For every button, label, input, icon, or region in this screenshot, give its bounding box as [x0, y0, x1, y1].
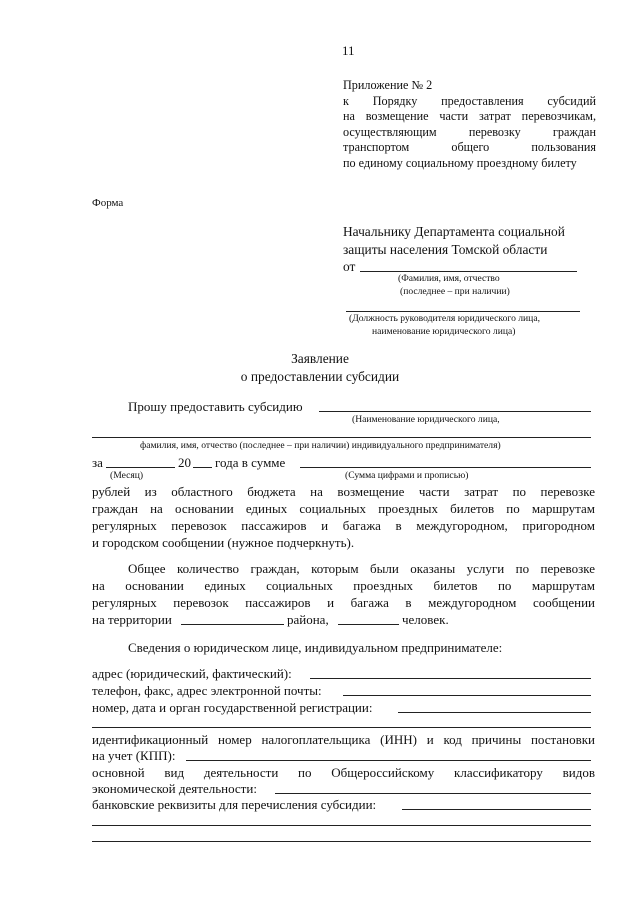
hint-fio-entrepreneur: фамилия, имя, отчество (последнее – при наличии) индивидуального предпринимателя): [140, 440, 501, 451]
body-line: граждан на основании единых социальных проездных билетов по маршрутам: [92, 501, 595, 516]
registration-label: номер, дата и орган государственной регистрации:: [92, 700, 373, 715]
page-number: 11: [342, 43, 355, 58]
inn-label: идентификационный номер налогоплательщика (ИНН) и код причины постановки: [92, 732, 595, 747]
year-field[interactable]: [193, 467, 212, 468]
entity-name-field[interactable]: [319, 411, 591, 412]
sum-field[interactable]: [300, 467, 591, 468]
territory-field[interactable]: [181, 624, 284, 625]
position-field[interactable]: [346, 311, 580, 312]
count-line: на основании единых социальных проездных билетов по маршрутам: [92, 578, 595, 593]
hint-month: (Месяц): [110, 470, 144, 481]
registration-field[interactable]: [398, 712, 591, 713]
year-suffix: года в сумме: [215, 455, 286, 470]
document-title: Заявление: [291, 351, 349, 366]
district-label: района,: [287, 612, 329, 627]
hint-position-2: наименование юридического лица): [372, 326, 516, 337]
appendix-line: осуществляющим перевозку граждан: [343, 124, 596, 139]
appendix-line: на возмещение части затрат перевозчикам,: [343, 109, 596, 124]
phone-label: телефон, факс, адрес электронной почты:: [92, 683, 322, 698]
info-heading: Сведения о юридическом лице, индивидуальном предпринимателе:: [128, 640, 503, 655]
bank-label: банковские реквизиты для перечисления субсидии:: [92, 797, 377, 812]
year-prefix: 20: [178, 455, 191, 470]
addressee-line-1: Начальнику Департамента социальной: [343, 224, 565, 239]
count-line: регулярных перевозок пассажиров и багажа в междугородном сообщении: [92, 595, 595, 610]
body-line: рублей из областного бюджета на возмещение части затрат по перевозке: [92, 484, 595, 499]
okved-label: основной вид деятельности по Общероссийскому классификатору видов: [92, 765, 595, 780]
appendix-line: по единому социальному проездному билету: [343, 155, 577, 170]
addressee-line-2: защиты населения Томской области: [343, 242, 548, 257]
territory-label: на территории: [92, 612, 172, 627]
okved-field[interactable]: [275, 793, 591, 794]
okved-label-2: экономической деятельности:: [92, 781, 257, 796]
appendix-line: к Порядку предоставления субсидий: [343, 94, 596, 108]
hint-sum: (Сумма цифрами и прописью): [345, 470, 469, 481]
entity-name-field-2[interactable]: [92, 437, 591, 438]
addressee-from-label: от: [343, 259, 356, 274]
kpp-label: на учет (КПП):: [92, 748, 176, 763]
form-label: Форма: [92, 197, 124, 209]
persons-label: человек.: [402, 612, 449, 627]
bank-field-3[interactable]: [92, 841, 591, 842]
document-subtitle: о предоставлении субсидии: [240, 369, 400, 384]
address-field[interactable]: [310, 678, 591, 679]
month-field[interactable]: [106, 467, 175, 468]
appendix-title: Приложение № 2: [343, 78, 433, 92]
bank-field[interactable]: [402, 809, 591, 810]
from-name-field[interactable]: [360, 271, 577, 272]
za-label: за: [92, 455, 103, 470]
hint-position-1: (Должность руководителя юридического лица,: [349, 313, 540, 324]
hint-fio-1: (Фамилия, имя, отчество: [398, 273, 500, 284]
count-line: Общее количество граждан, которым были оказаны услуги по перевозке: [128, 561, 595, 576]
body-line: регулярных перевозок пассажиров и багажа в междугородном, пригородном: [92, 518, 595, 533]
appendix-line: транспортом общего пользования: [343, 140, 596, 155]
hint-entity: (Наименование юридического лица,: [352, 414, 500, 425]
body-line: и городском сообщении (нужное подчеркнуть).: [92, 535, 355, 550]
bank-field-2[interactable]: [92, 825, 591, 826]
request-text: Прошу предоставить субсидию: [128, 399, 303, 414]
persons-field[interactable]: [338, 624, 399, 625]
phone-field[interactable]: [343, 695, 591, 696]
address-label: адрес (юридический, фактический):: [92, 666, 292, 681]
appendix-text: [343, 94, 596, 171]
inn-kpp-field[interactable]: [186, 760, 591, 761]
hint-fio-2: (последнее – при наличии): [400, 286, 510, 297]
registration-field-2[interactable]: [92, 727, 591, 728]
